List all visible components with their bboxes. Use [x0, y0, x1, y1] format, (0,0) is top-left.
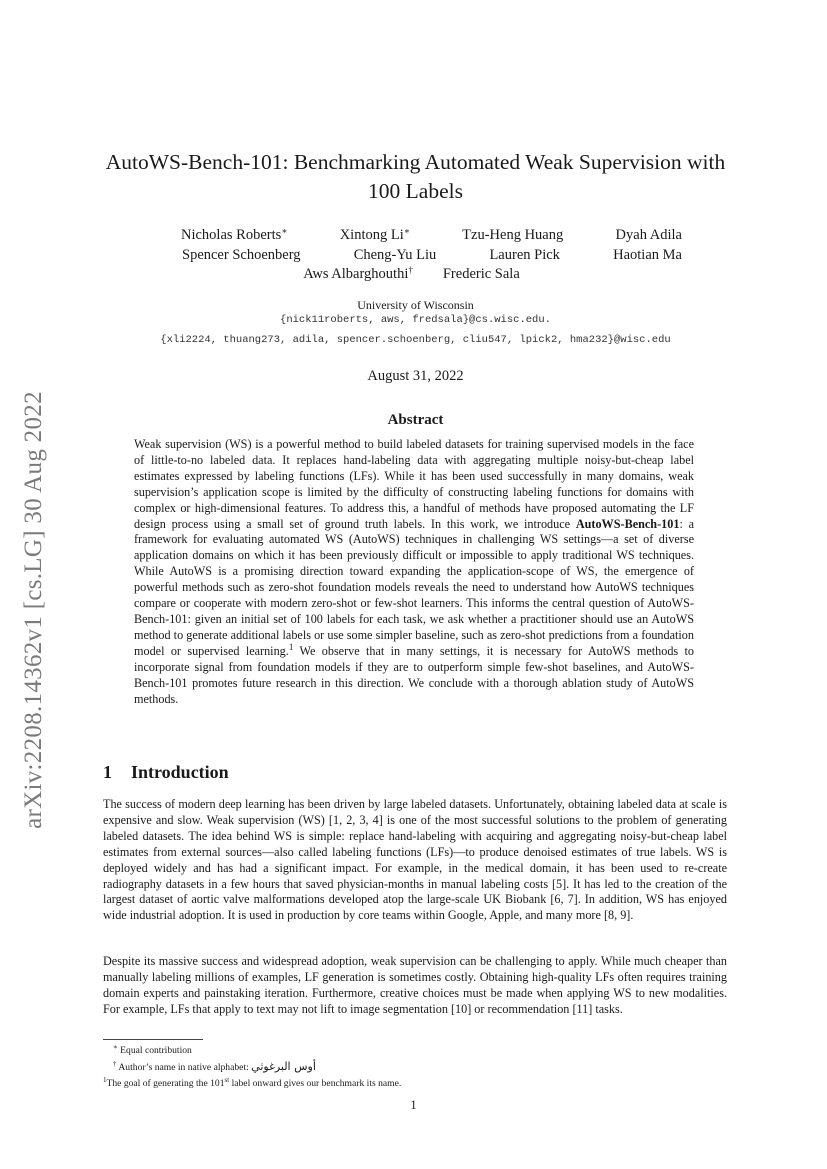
author: Xintong Li∗: [339, 226, 410, 243]
author: Frederic Sala: [442, 266, 520, 282]
author: Tzu-Heng Huang: [462, 227, 564, 243]
footnote: $^1$The goal of generating the 101st label onward gives our benchmark its name.: [103, 1076, 402, 1089]
publication-date: August 31, 2022: [367, 368, 464, 384]
affiliation: University of Wisconsin: [357, 298, 474, 312]
paragraph: The success of modern deep learning has been driven by large labeled datasets. Unfortunately, obtaining labeled data at scale is expensive and slow. Weak supervision (WS) [1, 2, 3, 4] is one of the most successful solutions to the problem of generating labeled datasets. The idea behind WS is simple: replace hand-labeling with acquiring and aggregating noisy-but-cheap label estimates from external sources—also called labeling functions (LFs)—to produce denoised estimates of true labels. WS is deployed widely and has had a significant impact. For example, in the medical domain, it has been used to re-create radiography datasets in a few hours that saved physician-months in manual labeling costs [5]. It has led to the creation of the largest dataset of aortic valve malformations developed atop the large-scale UK Biobank [6, 7]. In addition, WS has enjoyed wide industrial adoption. It is used in production by core teams within Google, Apple, and many more [8, 9].: [103, 797, 727, 923]
section-number: 1: [103, 762, 112, 782]
abstract-text: Weak supervision (WS) is a powerful method to build labeled datasets for training supervised models in the face of little-to-no labeled data. It replaces hand-labeling data with aggregating multiple noisy-but-cheap label estimates expressed by labeling functions (LFs). While it has been used successfully in many domains, weak supervision’s application scope is limited by the difficulty of constructing labeling functions for domains with complex or high-dimensional features. To address this, a handful of methods have proposed automating the LF design process using a small set of ground truth labels. In this work, we introduce AutoWS-Bench-101: a framework for evaluating automated WS (AutoWS) techniques in challenging WS settings—a set of diverse application domains on which it has been previously difficult or impossible to apply traditional WS techniques. While AutoWS is a promising direction toward expanding the application-scope of WS, the emergence of powerful methods such as zero-shot foundation models reveals the need to understand how AutoWS techniques compare or cooperate with modern zero-shot or few-shot learners. This informs the central question of AutoWS-Bench-101: given an initial set of 100 labels for each task, we ask whether a practitioner should use an AutoWS method to generate additional labels or use some simpler baseline, such as zero-shot predictions from a foundation model or supervised learning.$^1$ We observe that in many settings, it is necessary for AutoWS methods to incorporate signal from foundation models if they are to outperform simple few-shot baselines, and AutoWS-Bench-101 promotes future research in this direction. We conclude with a thorough ablation study of AutoWS methods.: [134, 437, 695, 706]
author: Haotian Ma: [613, 246, 682, 263]
footnote: ∗ Equal contribution: [113, 1043, 192, 1056]
email-line-1: {nick11roberts, aws, fredsala}@cs.wisc.edu.: [280, 314, 551, 326]
paper-title: AutoWS-Bench-101: Benchmarking Automated Weak Supervision with 100 Labels: [105, 150, 726, 203]
email-line-2: {xli2224, thuang273, adila, spencer.schoenberg, cliu547, lpick2, hma232}@wisc.edu: [160, 334, 671, 346]
author: Spencer Schoenberg: [182, 246, 301, 263]
abstract-heading: Abstract: [387, 412, 444, 428]
footnote: † Author’s name in native alphabet: أوس البرغوثي: [113, 1060, 316, 1073]
author: Nicholas Roberts∗: [181, 226, 288, 243]
section-title: Introduction: [131, 762, 229, 782]
footnote-marker: 1: [288, 641, 294, 652]
author: Dyah Adila: [615, 227, 682, 243]
author: Aws Albarghouthi†: [303, 265, 413, 282]
section-heading: [103, 760, 229, 784]
author-list: [103, 226, 728, 285]
author-row-1: [103, 226, 728, 246]
arabic-name: أوس البرغوثي: [251, 1060, 316, 1073]
author-row-3: [103, 265, 728, 285]
author-row-2: [103, 246, 728, 266]
author: Lauren Pick: [489, 246, 560, 263]
benchmark-name: AutoWS-Bench-101: [575, 516, 680, 531]
arxiv-identifier: arXiv:2208.14362v1 [cs.LG] 30 Aug 2022: [20, 391, 47, 829]
page-number: 1: [410, 1098, 417, 1112]
footnotes: [103, 1043, 727, 1092]
paragraph: Despite its massive success and widespread adoption, weak supervision can be challenging to apply. While much cheaper than manually labeling millions of examples, LF generation is sometimes costly. Obtaining high-quality LFs often requires training domain experts and painstaking iteration. Furthermore, creative choices must be made when applying WS to new modalities. For example, LFs that apply to text may not lift to image segmentation [10] or recommendation [11] tasks.: [103, 954, 727, 1016]
footnote-divider: [103, 1039, 203, 1040]
author: Cheng-Yu Liu: [353, 246, 437, 263]
